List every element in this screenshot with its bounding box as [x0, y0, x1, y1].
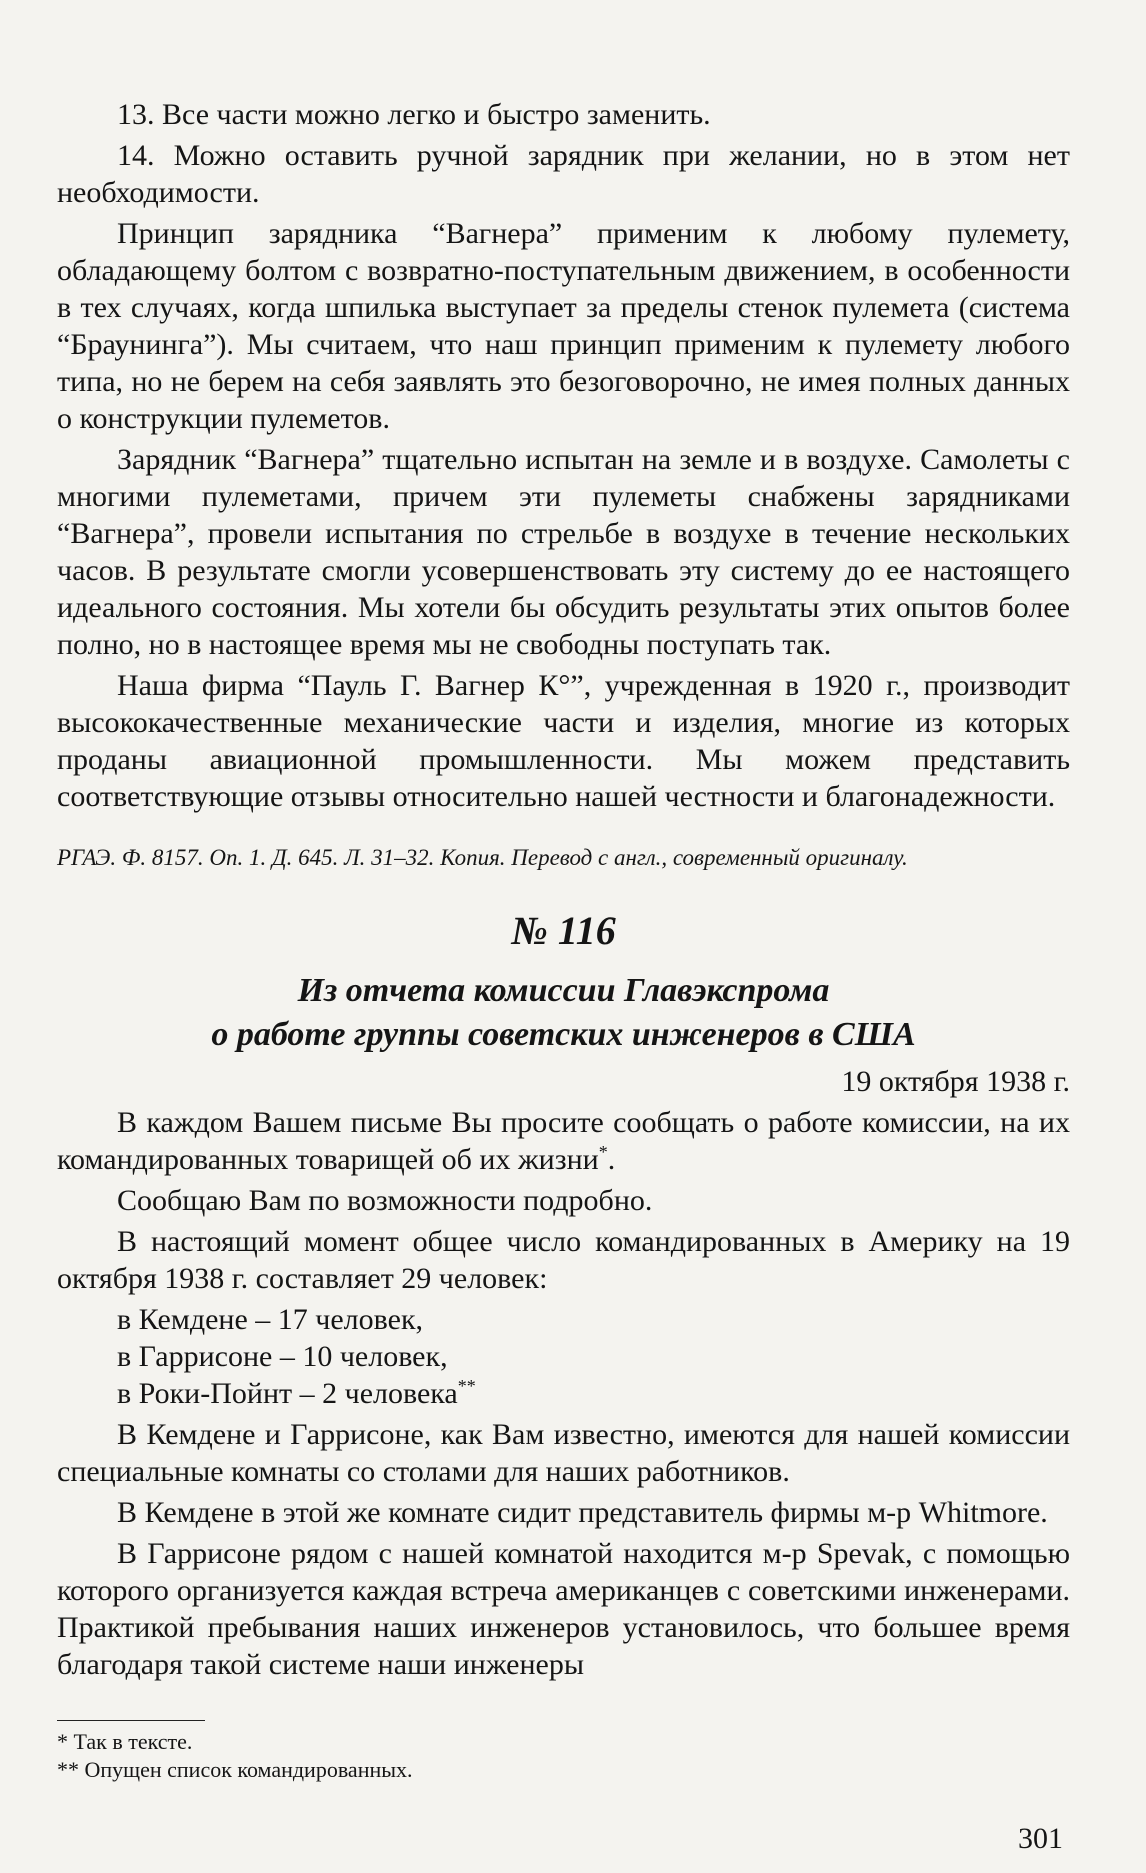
paragraph-letters: [57, 1104, 1070, 1178]
page-content: [57, 96, 1070, 1687]
archive-source-note: РГАЭ. Ф. 8157. Оп. 1. Д. 645. Л. 31–32. Копия. Перевод с англ., современный оригиналу.: [57, 845, 908, 870]
paragraph-total: В настоящий момент общее число командированных в Америку на 19 октября 1938 г. составляет 29 человек:: [57, 1225, 1070, 1295]
footnote-divider: [57, 1720, 205, 1721]
list-item-roki-point: [57, 1375, 1070, 1412]
paragraph-report: Сообщаю Вам по возможности подробно.: [117, 1184, 653, 1217]
paragraph-company: Наша фирма “Пауль Г. Вагнер К°”, учрежденная в 1920 г., производит высококачественные механические части и изделия, многие из которых проданы авиационной промышленности. Мы можем представить соответствующие отзывы относительно нашей честности и благонадежности.: [57, 669, 1070, 813]
document-number: № 116: [511, 908, 616, 953]
footnote-ref-1: *: [598, 1142, 608, 1162]
paragraph-item-13: 13. Все части можно легко и быстро заменить.: [117, 98, 711, 131]
list-item-garrison: в Гаррисоне – 10 человек,: [117, 1340, 448, 1373]
paragraph-letters-text: В каждом Вашем письме Вы просите сообщать о работе комиссии, на их командированных товарищей об их жизни: [57, 1106, 1070, 1176]
list-item-kemden: в Кемдене – 17 человек,: [117, 1303, 424, 1336]
document-date: 19 октября 1938 г.: [841, 1065, 1070, 1098]
paragraph-rooms: В Кемдене и Гаррисоне, как Вам известно, имеются для нашей комиссии специальные комнаты со столами для наших работников.: [57, 1418, 1070, 1488]
paragraph-letters-end: .: [607, 1143, 616, 1176]
paragraph-spevak: В Гаррисоне рядом с нашей комнатой находится м-р Spevak, с помощью которого организуется каждая встреча американцев с советскими инженерами. Практикой пребывания наших инженеров установилось, что большее время благодаря такой системе наши инженеры: [57, 1537, 1070, 1681]
footnotes: [57, 1728, 1057, 1784]
list-item-roki-text: в Роки-Пойнт – 2 человека: [117, 1377, 458, 1410]
page-number: 301: [1018, 1822, 1063, 1855]
footnote-2: ** Опущен список командированных.: [57, 1757, 413, 1782]
document-title-line-2: о работе группы советских инженеров в США: [211, 1016, 916, 1053]
footnote-1: * Так в тексте.: [57, 1729, 193, 1754]
paragraph-principle: Принцип зарядника “Вагнера” применим к любому пулемету, обладающему болтом с возвратно-поступательным движением, в особенности в тех случаях, когда шпилька выступает за пределы стенок пулемета (система “Браунинга”). Мы считаем, что наш принцип применим к пулемету любого типа, но не берем на себя заявлять это безоговорочно, не имея полных данных о конструкции пулеметов.: [57, 217, 1070, 435]
paragraph-item-14: 14. Можно оставить ручной зарядник при желании, но в этом нет необходимости.: [57, 139, 1070, 209]
paragraph-testing: Зарядник “Вагнера” тщательно испытан на земле и в воздухе. Самолеты с многими пулеметами, причем эти пулеметы снабжены зарядниками “Вагнера”, провели испытания по стрельбе в воздухе в течение нескольких часов. В результате смогли усовершенствовать эту систему до ее настоящего идеального состояния. Мы хотели бы обсудить результаты этих опытов более полно, но в настоящее время мы не свободны поступать так.: [57, 443, 1070, 661]
paragraph-whitmore: В Кемдене в этой же комнате сидит представитель фирмы м-р Whitmore.: [117, 1496, 1048, 1529]
document-title-line-1: Из отчета комиссии Главэкспрома: [297, 972, 830, 1009]
footnote-ref-2: **: [457, 1376, 476, 1396]
